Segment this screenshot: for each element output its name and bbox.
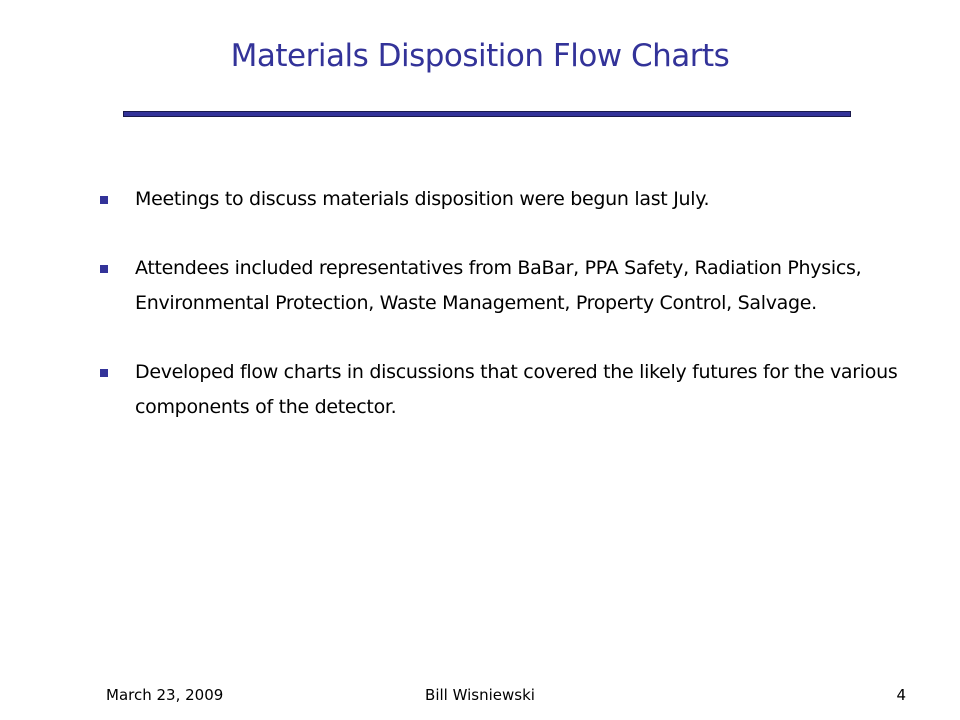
- square-bullet-icon: [100, 369, 108, 377]
- bullet-item: [100, 355, 900, 425]
- bullet-item: [100, 251, 900, 321]
- title-underline-rule: [123, 111, 851, 117]
- bullet-text: Meetings to discuss materials disposition were begun last July.: [135, 188, 710, 210]
- footer-author: Bill Wisniewski: [425, 686, 535, 704]
- footer-date: March 23, 2009: [106, 686, 224, 704]
- square-bullet-icon: [100, 265, 108, 273]
- bullet-list: [100, 182, 900, 459]
- footer-page-number: 4: [896, 686, 906, 704]
- bullet-text: Attendees included representatives from BaBar, PPA Safety, Radiation Physics, Environmental Protection, Waste Management, Property Control, Salvage.: [135, 257, 862, 314]
- square-bullet-icon: [100, 196, 108, 204]
- bullet-text: Developed flow charts in discussions that covered the likely futures for the various components of the detector.: [135, 361, 898, 418]
- bullet-item: [100, 182, 900, 217]
- slide-title: Materials Disposition Flow Charts: [230, 38, 730, 74]
